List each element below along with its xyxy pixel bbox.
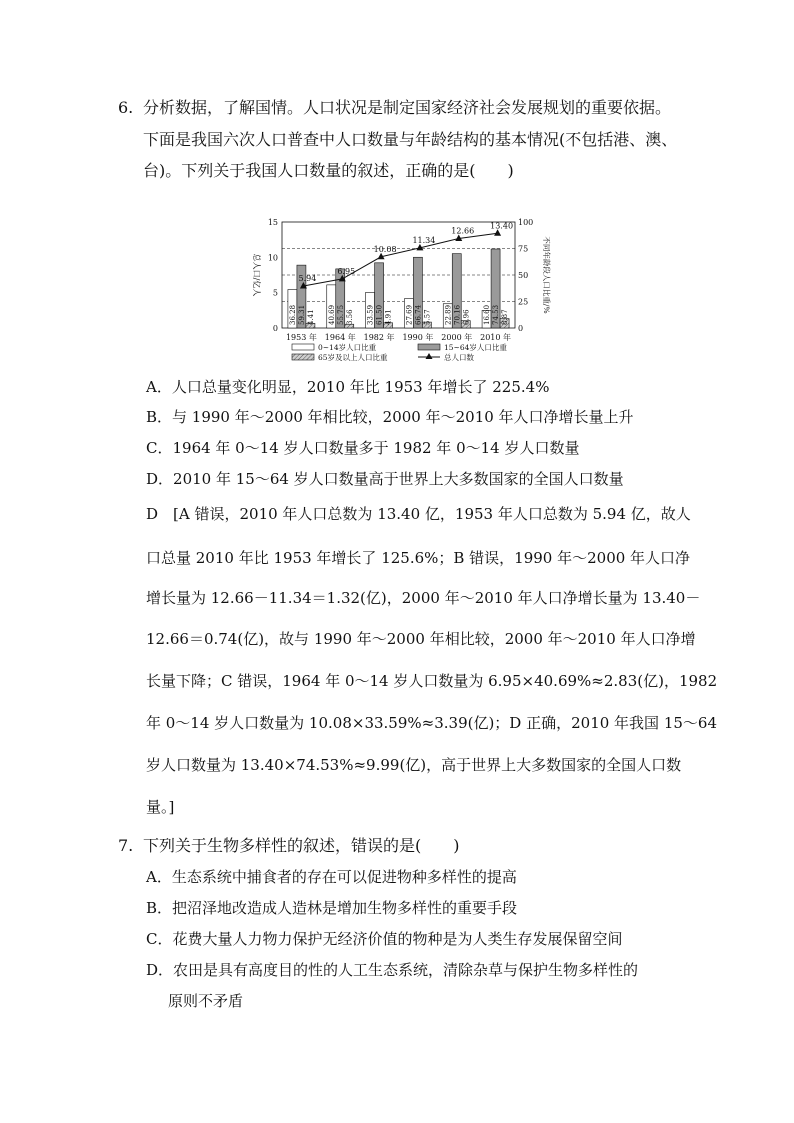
total-population-label: 12.66 [451,226,475,236]
q6-option-a: A．人口总量变化明显，2010 年比 1953 年增长了 225.4% [146,378,550,396]
category-label: 1990 年 [402,333,434,342]
elderly-share-label: 4.41 [306,309,315,325]
q7-option-b: B．把沼泽地改造成人造林是增加生物多样性的重要手段 [146,899,518,917]
total-population-label: 11.34 [412,235,436,245]
q6-answer-line-2: 口总量 2010 年比 1953 年增长了 125.6%；B 错误，1990 年～2000 年人口净 [146,549,691,567]
right-tick-label: 75 [518,244,529,254]
working-share-label: 61.50 [375,304,384,325]
legend-swatch-working [418,344,440,350]
total-population-label: 5.94 [298,274,317,284]
q7-number: 7. [118,836,134,855]
q6-number: 6. [118,98,134,117]
young-share-label: 27.69 [405,304,414,325]
working-share-label: 59.31 [297,304,306,325]
left-tick-label: 5 [272,288,278,298]
elderly-share-label: 6.96 [462,309,471,325]
total-population-line [303,233,497,286]
q6-answer-line-4: 12.66＝0.74(亿)，故与 1990 年～2000 年相比较，2000 年～2010 年人口净增 [146,630,696,648]
q7-option-d-continued: 原则不矛盾 [168,992,244,1010]
working-share-label: 74.53 [492,304,501,325]
q7-stem: 下列关于生物多样性的叙述，错误的是( ) [143,836,460,855]
legend-label-total: 总人口数 [444,353,474,362]
q7-option-a: A．生态系统中捕食者的存在可以促进物种多样性的提高 [146,868,517,886]
left-tick-label: 15 [267,218,278,227]
legend-swatch-young [292,344,314,350]
q7-option-d: D．农田是具有高度目的性的人工生态系统，清除杂草与保护生物多样性的 [146,961,639,979]
working-share-label: 55.75 [336,304,345,325]
young-share-label: 40.69 [327,304,336,325]
total-population-label: 6.95 [337,266,356,276]
q6-stem-line-3: 台)。下列关于我国人口数量的叙述，正确的是( ) [143,161,514,180]
q6-answer-line-3: 增长量为 12.66－11.34＝1.32(亿)，2000 年～2010 年人口净增长量为 13.40－ [146,589,701,607]
category-label: 1964 年 [324,333,356,342]
left-tick-label: 0 [272,324,278,333]
q7-option-c: C．花费大量人力物力保护无经济价值的物种是为人类生存发展保留空间 [146,930,623,948]
legend-label-young: 0~14岁人口比重 [318,343,377,352]
elderly-share-label: 3.56 [345,309,354,325]
legend-label-elderly: 65岁及以上人口比重 [318,353,388,362]
q6-answer-line-1: D [A 错误，2010 年人口总数为 13.40 亿，1953 年人口总数为 5.94 亿，故人 [146,505,691,523]
right-tick-label: 50 [518,271,529,280]
right-tick-label: 100 [518,218,534,227]
legend-swatch-total-marker [426,353,433,359]
young-share-label: 36.28 [288,304,297,325]
category-label: 2000 年 [441,333,473,342]
elderly-share-label: 8.87 [501,309,510,325]
q6-option-b: B．与 1990 年～2000 年相比较，2000 年～2010 年人口净增长量上升 [146,408,634,426]
q6-answer-line-6: 年 0～14 岁人口数量为 10.08×33.59%≈3.39(亿)；D 正确，2010 年我国 15～64 [146,714,717,732]
young-share-label: 33.59 [366,304,375,325]
q6-answer-line-5: 长量下降；C 错误，1964 年 0～14 岁人口数量为 6.95×40.69%≈2.83(亿)，1982 [146,672,718,690]
legend-swatch-elderly [292,354,314,360]
category-label: 2010 年 [480,333,512,342]
population-chart [240,214,560,364]
q6-answer-line-7: 岁人口数量为 13.40×74.53%≈9.99(亿)，高于世界上大多数国家的全国人口数 [146,756,682,774]
category-label: 1953 年 [285,333,317,342]
total-population-label: 10.08 [373,244,397,254]
total-population-label: 13.40 [490,221,514,231]
working-share-label: 70.16 [453,304,462,325]
category-label: 1982 年 [363,333,395,342]
left-axis-title: 总人口/亿人 [252,253,261,297]
elderly-share-label: 4.91 [384,309,393,325]
left-tick-label: 10 [267,253,278,263]
q6-answer-line-8: 量。] [146,798,175,816]
elderly-share-label: 5.57 [423,309,432,325]
right-axis-title: 不同年龄段人口比重/% [542,236,551,314]
q6-option-d: D．2010 年 15～64 岁人口数量高于世界上大多数国家的全国人口数量 [146,470,624,488]
working-share-label: 66.74 [414,304,423,325]
q6-option-c: C．1964 年 0～14 岁人口数量多于 1982 年 0～14 岁人口数量 [146,439,580,457]
legend-label-working: 15~64岁人口比重 [444,343,507,352]
q6-stem-line-1: 分析数据，了解国情。人口状况是制定国家经济社会发展规划的重要依据。 [143,98,672,117]
young-share-label: 22.89 [444,304,453,325]
right-tick-label: 25 [518,297,529,307]
q6-stem-line-2: 下面是我国六次人口普查中人口数量与年龄结构的基本情况(不包括港、澳、 [143,130,678,149]
right-tick-label: 0 [518,324,524,333]
young-share-label: 16.60 [483,304,492,325]
